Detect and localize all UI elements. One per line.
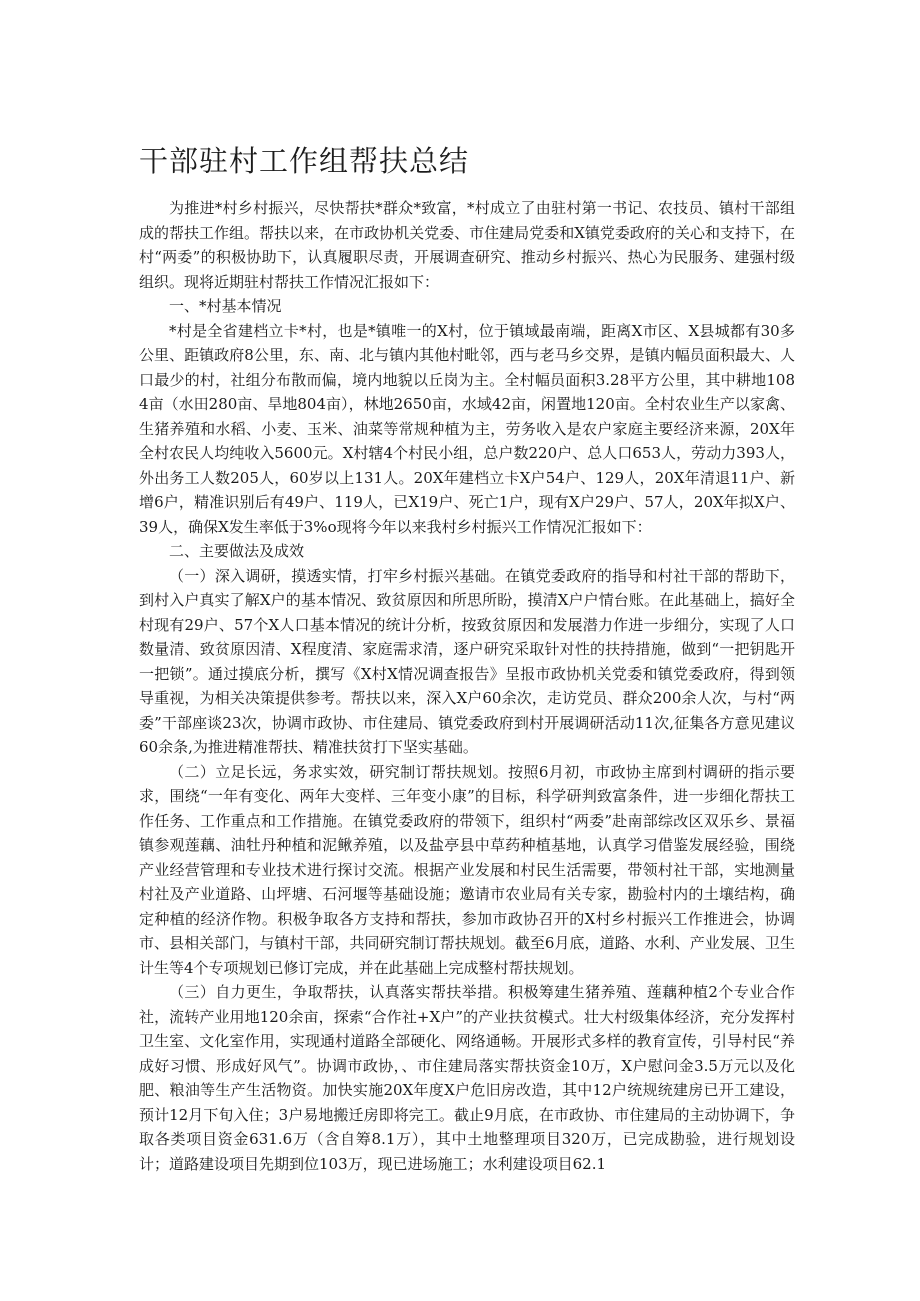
- intro-paragraph: 为推进*村乡村振兴，尽快帮扶*群众*致富，*村成立了由驻村第一书记、农技员、镇村干部组成的帮扶工作组。帮扶以来，在市政协机关党委、市住建局党委和X镇党委政府的关心和支持下，在村“两委”的积极协助下，认真履职尽责，开展调查研究、推动乡村振兴、热心为民服务、建强村级组织。现将近期驻村帮扶工作情况汇报如下：: [139, 199, 795, 291]
- section-2-paragraph-2: （二）立足长远，务求实效，研究制订帮扶规划。按照6月初，市政协主席到村调研的指示要求，围绕“一年有变化、两年大变样、三年变小康”的目标，科学研判致富条件，进一步细化帮扶工作任务、工作重点和工作措施。在镇党委政府的带领下，组织村“两委”赴南部综改区双乐乡、景福镇参观莲藕、油牡丹种植和泥鳅养殖，以及盐亭县中草药种植基地，认真学习借鉴发展经验，围绕产业经营管理和专业技术进行探讨交流。根据产业发展和村民生活需要，带领村社干部，实地测量村社及产业道路、山坪塘、石河堰等基础设施；邀请市农业局有关专家，勘验村内的土壤结构，确定种植的经济作物。积极争取各方支持和帮扶，参加市政协召开的X村乡村振兴工作推进会，协调市、县相关部门，与镇村干部，共同研究制订帮扶规划。截至6月底，道路、水利、产业发展、卫生计生等4个专项规划已修订完成，并在此基础上完成整村帮扶规划。: [139, 762, 795, 977]
- section-2-heading: 二、主要做法及成效: [169, 542, 305, 560]
- section-2-paragraph-3: （三）自力更生，争取帮扶，认真落实帮扶举措。积极筹建生猪养殖、莲藕种植2个专业合作社，流转产业用地120余亩，探索“合作社+X户”的产业扶贫模式。壮大村级集体经济，充分发挥村卫生室、文化室作用，实现通村道路全部硬化、网络通畅。开展形式多样的教育宣传，引导村民“养成好习惯、形成好风气”。协调市政协，、市住建局落实帮扶资金10万，X户慰问金3.5万元以及化肥、粮油等生产生活物资。加快实施20X年度X户危旧房改造，其中12户统规统建房已开工建设，预计12月下旬入住；3户易地搬迁房即将完工。截止9月底，在市政协、市住建局的主动协调下，争取各类项目资金631.6万（含自筹8.1万），其中土地整理项目320万，已完成勘验，进行规划设计；道路建设项目先期到位103万，现已进场施工；水利建设项目62.1: [139, 983, 795, 1173]
- document-title: 干部驻村工作组帮扶总结: [139, 144, 470, 178]
- section-1-heading: 一、*村基本情况: [169, 297, 282, 315]
- section-1-paragraph: *村是全省建档立卡*村，也是*镇唯一的X村，位于镇域最南端，距离X市区、X县城都有30多公里、距镇政府8公里，东、南、北与镇内其他村毗邻，西与老马乡交界，是镇内幅员面积最大、人口最少的村，社组分布散而偏，境内地貌以丘岗为主。全村幅员面积3.28平方公里，其中耕地1084亩（水田280亩、旱地804亩），林地2650亩，水域42亩，闲置地120亩。全村农业生产以家禽、生猪养殖和水稻、小麦、玉米、油菜等常规种植为主，劳务收入是农户家庭主要经济来源，20X年全村农民人均纯收入5600元。X村辖4个村民小组，总户数220户、总人口653人，劳动力393人，外出务工人数205人，60岁以上131人。20X年建档立卡X户54户、129人，20X年清退11户、新增6户，精准识别后有49户、119人，已X19户、死亡1户，现有X户29户、57人，20X年拟X户、39人，确保X发生率低于3%o现将今年以来我村乡村振兴工作情况汇报如下：: [139, 321, 795, 536]
- document-body: [139, 196, 795, 1176]
- section-2-paragraph-1: （一）深入调研，摸透实情，打牢乡村振兴基础。在镇党委政府的指导和村社干部的帮助下，到村入户真实了解X户的基本情况、致贫原因和所思所盼，摸清X户户情台账。在此基础上，搞好全村现有29户、57个X人口基本情况的统计分析，按致贫原因和发展潜力作进一步细分，实现了人口数量清、致贫原因清、X程度清、家庭需求清，逐户研究采取针对性的扶持措施，做到“一把钥匙开一把锁”。通过摸底分析，撰写《X村X情况调查报告》呈报市政协机关党委和镇党委政府，得到领导重视，为相关决策提供参考。帮扶以来，深入X户60余次，走访党员、群众200余人次，与村“两委”干部座谈23次，协调市政协、市住建局、镇党委政府到村开展调研活动11次,征集各方意见建议60余条,为推进精准帮扶、精准扶贫打下坚实基础。: [139, 566, 795, 756]
